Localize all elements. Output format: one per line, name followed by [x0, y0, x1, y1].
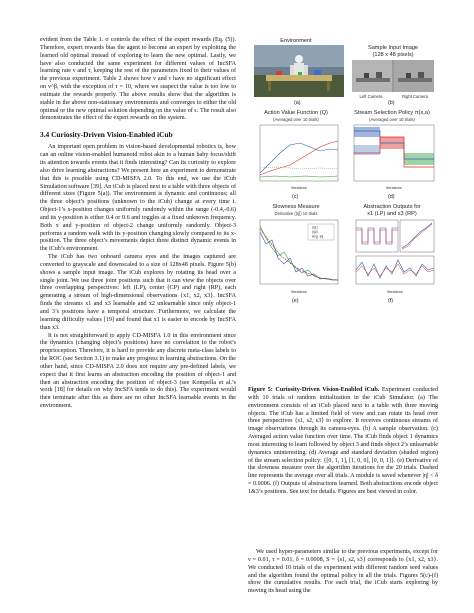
sample-subtitle: (128 x 48 pixels): [372, 52, 414, 58]
q-xlabel: Iterations: [291, 186, 307, 190]
right-camera-label: Right Camera: [402, 94, 428, 99]
env-title: Environment: [280, 38, 312, 44]
figure-5: [246, 36, 440, 382]
sample-input-image: [352, 60, 434, 92]
policy-chart: [346, 123, 438, 193]
figure-caption: [248, 387, 438, 497]
panel-a-label: (a): [294, 100, 301, 106]
panel-c-label: (c): [292, 194, 299, 200]
panel-d-label: (d): [388, 194, 395, 200]
left-column: [40, 37, 236, 411]
slow-title2: Derivative (|η̇|) 10 trials: [274, 211, 318, 216]
abs-xlabel: Iterations: [387, 290, 403, 294]
abstraction-chart: [346, 218, 438, 298]
paragraph-icub-cameras: The iCub has two onboard camera eyes and the images captured are converted to grayscale and downscaled to a size of 128x48 pixels. Figure 5(b) shows a sample input image. The iCub explores by rotating its head over a single joint. We use three joint positions such that it can view the objects over three overlapping perspectives: left (LP), center (CP) and right (RP), each generating a stream of high-dimensional observations {x1, x2, x3}. IncSFA finds the streams x1 and x3 learnable and x2 unlearnable since only object-1 and 3’s positions have a temporal structure. Furthermore, we calculate the learning difficulty values [19] and found that x1 is easier to encode by IncSFA than x3.: [40, 254, 236, 331]
q-subtitle: (Averaged over 10 trials): [273, 117, 319, 122]
panel-f-label: (f): [388, 298, 394, 304]
paragraph-hyperparams: We used hyper-parameters similar to the previous experiments, except for ν = 0.01, τ = 0.01, δ = 0.0008, S = {s1, s2, s3} corresponds to {x1, x2, x3}. We conducted 10 trials of the experiment with different random seed values and the algorithm found the optimal policy in all the trials. Figures 5(c)-(f) show the cumulative results. For each trial, the iCub starts exploring by moving its head using the: [248, 549, 438, 595]
slow-title: Slowness Measure: [272, 204, 320, 210]
slowness-chart: [250, 218, 342, 298]
paragraph-cd-misfa: It is not straightforward to apply CD-MISFA 1.0 in this environment since the dynamics (changing object’s positions) have no correlation to the robot’s proprioception. Therefore, it is hard to provide any discrete meta-class labels to the ROC (see Section 3.1) to make any progress in learning abstractions. On the other hand, since CD-MISFA 2.0 does not require any pre-defined labels, we expect that it first learns an abstraction encoding the position of object-1 and then an abstraction encoding the position of object-3 (see Kompella et al.’s work [18] for details on why IncSFA tends to do this). The experiment would then terminate after this as there are no other IncSFA learnable events in the environment.: [40, 332, 236, 410]
q-chart: [250, 123, 342, 193]
pi-xlabel: Iterations: [386, 186, 402, 190]
environment-image: [254, 45, 344, 97]
q-title: Action Value Function (Q): [264, 110, 328, 116]
paragraph-expert-rewards: evident from the Table 1. σ controls the effect of the expert rewards (Eq. (5)). Therefore, expert rewards bias the agent to become an expert by exploiting the learned old optimal instead of exploring to learn the new optimal. Lastly, we have also conducted the same experiment for different values of IncSFA learning rate ν and τ, keeping the rest of the parameters fixed to their values of the previous experiment. Table 2 shows how ν and τ have no significant effect on v^β, with the exception of τ = 10, where we suspect the value is too low to estimate the rewards properly. The above results show that the algorithm is stable in the above non-stationary environments and converges to either the old optimal or the new optimal solution depending on the value of ϵ. The result also demonstrates the effect of the expert rewards on the system.: [40, 37, 236, 122]
abs-title2: x1 (LP) and x3 (RP): [367, 211, 417, 217]
slow-xlabel: Iterations: [291, 290, 307, 294]
paragraph-icub-intro: An important open problem in vision-based developmental robotics is, how can an online vision-enabled humanoid robot akin to a human baby focus/shift its attention towards events that it finds interesting? Can its curiosity to explore also drive learning abstractions? We present here an experiment to demonstrate that this is possible using CD-MISFA 2.0. To this end, we use the iCub Simulation software [39]. An iCub is placed next to a table with three objects of different sizes (Figure 5(a)). The environment is dynamic and continuous; all the three object’s positions (unknown to the iCub) change at every time t. Object-1’s x-position changes uniformly randomly within the range (-0.4,-0.6) and its y-position is either 0.4 or 0.6 and toggles at a fixed unknown frequency. Both x and y-position of object-2 change uniformly randomly. Object-3 performs a random walk with its y-position changing slowly compared to its x-position. The three object’s movements depict three distinct dynamic events in the iCub’s environment.: [40, 144, 236, 253]
caption-text: Experiment conducted with 10 trials of random initialization in the iCub Simulator. (a) The environment consists of an iCub placed next to a table with three moving objects. The iCub has a limited field of view and can rotate its head over three perspectives {s1, s2, s3} to explore. It receives continuous streams of image observations through its camera-eyes. (b) A sample observation. (c) Averaged action value function over time. The iCub finds object 1 dynamics most interesting to learn followed by object 3 and finds object 2’s unlearnable dynamics uninteresting. (d) Average and standard deviation (shaded region) of the stream selection policy: {[0, 1, 1], [1, 0, 0], [0, 0, 1]}. (e) Derivative of the slowness measure over the algorithm iterations for the 20 trials. Dashed line represents the average over all trials. A module is saved whenever |η̇| < δ = 0.0006. (f) Outputs of abstractions learned. Both abstractions encode object 1&3’s positions. See text for details. Figures are best viewed in color.: [248, 387, 438, 495]
pi-title: Stream Selection Policy π(x,a): [354, 110, 430, 116]
left-camera-label: Left Camera: [359, 94, 383, 99]
right-column-text: [248, 549, 438, 596]
caption-label: Figure 5: Curiosity-Driven Vision-Enabled iCub.: [248, 387, 380, 393]
panel-b-label: (b): [388, 100, 395, 106]
slow-legend-2: |η̇2|: [312, 230, 318, 234]
slow-legend-3: Avg. |η̇|: [312, 234, 324, 239]
slow-legend-1: |η̇1|: [312, 225, 318, 230]
pi-subtitle: (Averaged over 10 trials): [369, 117, 415, 122]
abs-title: Abstraction Outputs for: [363, 204, 421, 210]
section-heading: 3.4 Curiosity-Driven Vision-Enabled iCub: [40, 130, 173, 140]
panel-e-label: (e): [292, 298, 299, 304]
sample-title: Sample Input Image: [367, 45, 419, 51]
